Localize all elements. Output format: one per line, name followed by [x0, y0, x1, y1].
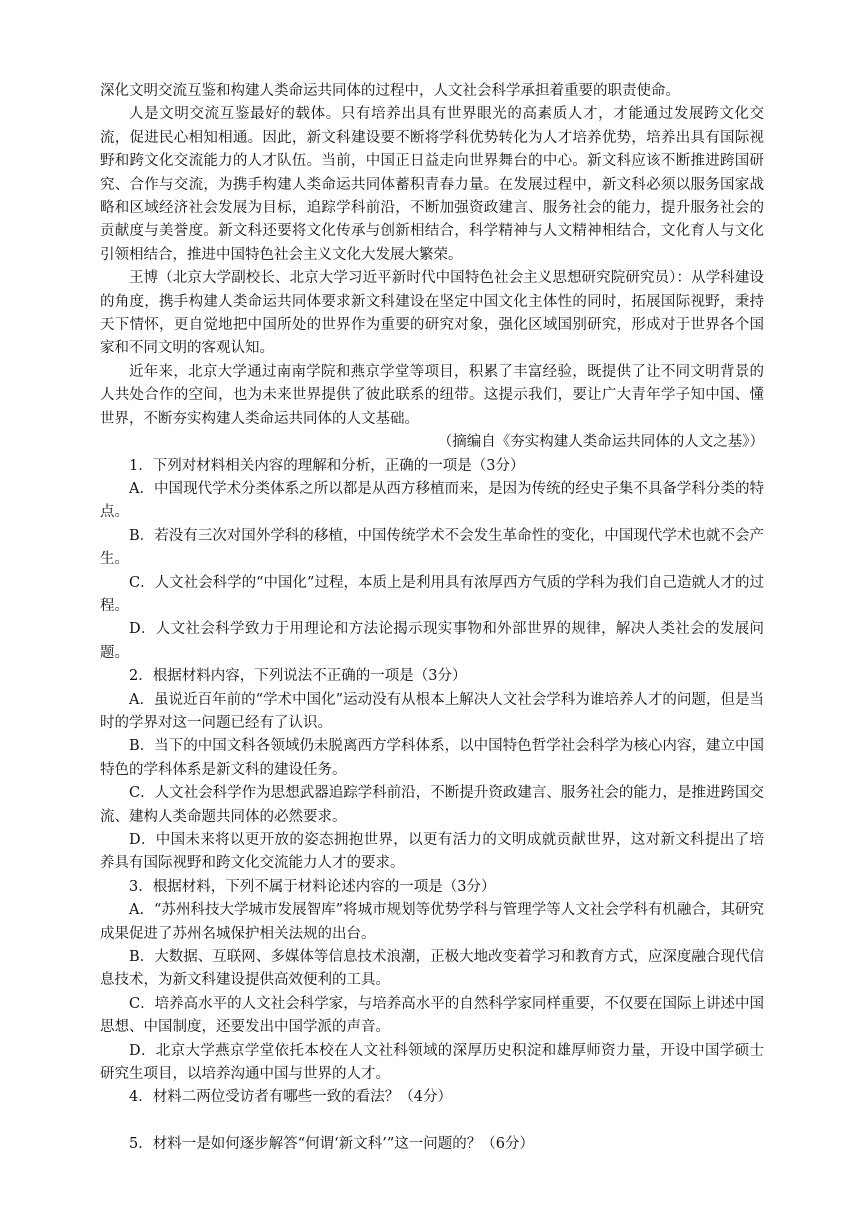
question-2-option-d: D．中国未来将以更开放的姿态拥抱世界，以更有活力的文明成就贡献世界，这对新文科提出了培养具有国际视野和跨文化交流能力人才的要求。: [100, 832, 764, 872]
question-2-stem: 2．根据材料内容，下列说法不正确的一项是（3分）: [129, 668, 467, 685]
question-2-option-b: B．当下的中国文科各领域仍未脱离西方学科体系，以中国特色哲学社会科学为核心内容，建立中国特色的学科体系是新文科的建设任务。: [100, 738, 764, 778]
passage-paragraph: 王博（北京大学副校长、北京大学习近平新时代中国特色社会主义思想研究院研究员）：从学科建设的角度，携手构建人类命运共同体要求新文科建设在坚定中国文化主体性的同时，拓展国际视野，秉持天下情怀，更自觉地把中国所处的世界作为重要的研究对象，强化区域国别研究，形成对于世界各个国家和不同文明的客观认知。: [100, 270, 764, 357]
passage-paragraph: 近年来，北京大学通过南南学院和燕京学堂等项目，积累了丰富经验，既提供了让不同文明背景的人共处合作的空间，也为未来世界提供了彼此联系的纽带。这提示我们，要让广大青年学子知中国、懂世界，不断夯实构建人类命运共同体的人文基础。: [100, 363, 764, 427]
question-4: 4．材料二两位受访者有哪些一致的看法？（4分）: [129, 1089, 452, 1106]
exam-page: [100, 80, 764, 1156]
passage-paragraph: 深化文明交流互鉴和构建人类命运共同体的过程中，人文社会科学承担着重要的职责使命。: [100, 83, 680, 99]
question-1-option-d: D．人文社会科学致力于用理论和方法论揭示现实事物和外部世界的规律，解决人类社会的发展问题。: [100, 621, 764, 661]
answer-space: [100, 1110, 764, 1133]
question-2-option-c: C．人文社会科学作为思想武器追踪学科前沿，不断提升资政建言、服务社会的能力，是推进跨国交流、建构人类命题共同体的必然要求。: [100, 785, 764, 825]
question-3-option-a: A．“苏州科技大学城市发展智库”将城市规划等优势学科与管理学等人文社会学科有机融合，其研究成果促进了苏州名城保护相关法规的出台。: [100, 902, 764, 942]
question-3-option-d: D．北京大学燕京学堂依托本校在人文社科领域的深厚历史积淀和雄厚师资力量，开设中国学硕士研究生项目，以培养沟通中国与世界的人才。: [100, 1042, 764, 1083]
question-3-option-c: C．培养高水平的人文社会科学家，与培养高水平的自然科学家同样重要，不仅要在国际上讲述中国思想、中国制度，还要发出中国学派的声音。: [100, 995, 764, 1036]
question-5: 5．材料一是如何逐步解答“何谓‘新文科’”这一问题的？（6分）: [129, 1135, 534, 1152]
question-2-option-a: A．虽说近百年前的“学术中国化”运动没有从根本上解决人文社会学科为谁培养人才的问题，但是当时的学界对这一问题已经有了认识。: [100, 691, 764, 731]
question-3-stem: 3．根据材料，下列不属于材料论述内容的一项是（3分）: [129, 878, 496, 895]
question-3-option-b: B．大数据、互联网、多媒体等信息技术浪潮，正极大地改变着学习和教育方式，应深度融合现代信息技术，为新文科建设提供高效便利的工具。: [100, 949, 764, 989]
source-citation: （摘编自《夯实构建人类命运共同体的人文之基》）: [437, 434, 764, 451]
question-1-stem: 1．下列对材料相关内容的理解和分析，正确的一项是（3分）: [129, 457, 525, 474]
question-1-option-c: C．人文社会科学的“中国化”过程，本质上是利用具有浓厚西方气质的学科为我们自己造就人才的过程。: [100, 574, 764, 614]
question-1-option-b: B．若没有三次对国外学科的移植，中国传统学术不会发生革命性的变化，中国现代学术也就不会产生。: [100, 527, 764, 568]
question-1-option-a: A．中国现代学术分类体系之所以都是从西方移植而来，是因为传统的经史子集不具备学科分类的特点。: [100, 480, 764, 521]
passage-paragraph: 人是文明交流互鉴最好的载体。只有培养出具有世界眼光的高素质人才，才能通过发展跨文化交流，促进民心相知相通。因此，新文科建设要不断将学科优势转化为人才培养优势，培养出具有国际视野和跨文化交流能力的人才队伍。当前，中国正日益走向世界舞台的中心。新文科应该不断推进跨国研究、合作与交流，为携手构建人类命运共同体蓄积青春力量。在发展过程中，新文科必须以服务国家战略和区域经济社会发展为目标，追踪学科前沿，不断加强资政建言、服务社会的能力，提升服务社会的贡献度与美誉度。新文科还要将文化传承与创新相结合，科学精神与人文精神相结合，文化育人与文化引领相结合，推进中国特色社会主义文化大发展大繁荣。: [100, 106, 764, 263]
